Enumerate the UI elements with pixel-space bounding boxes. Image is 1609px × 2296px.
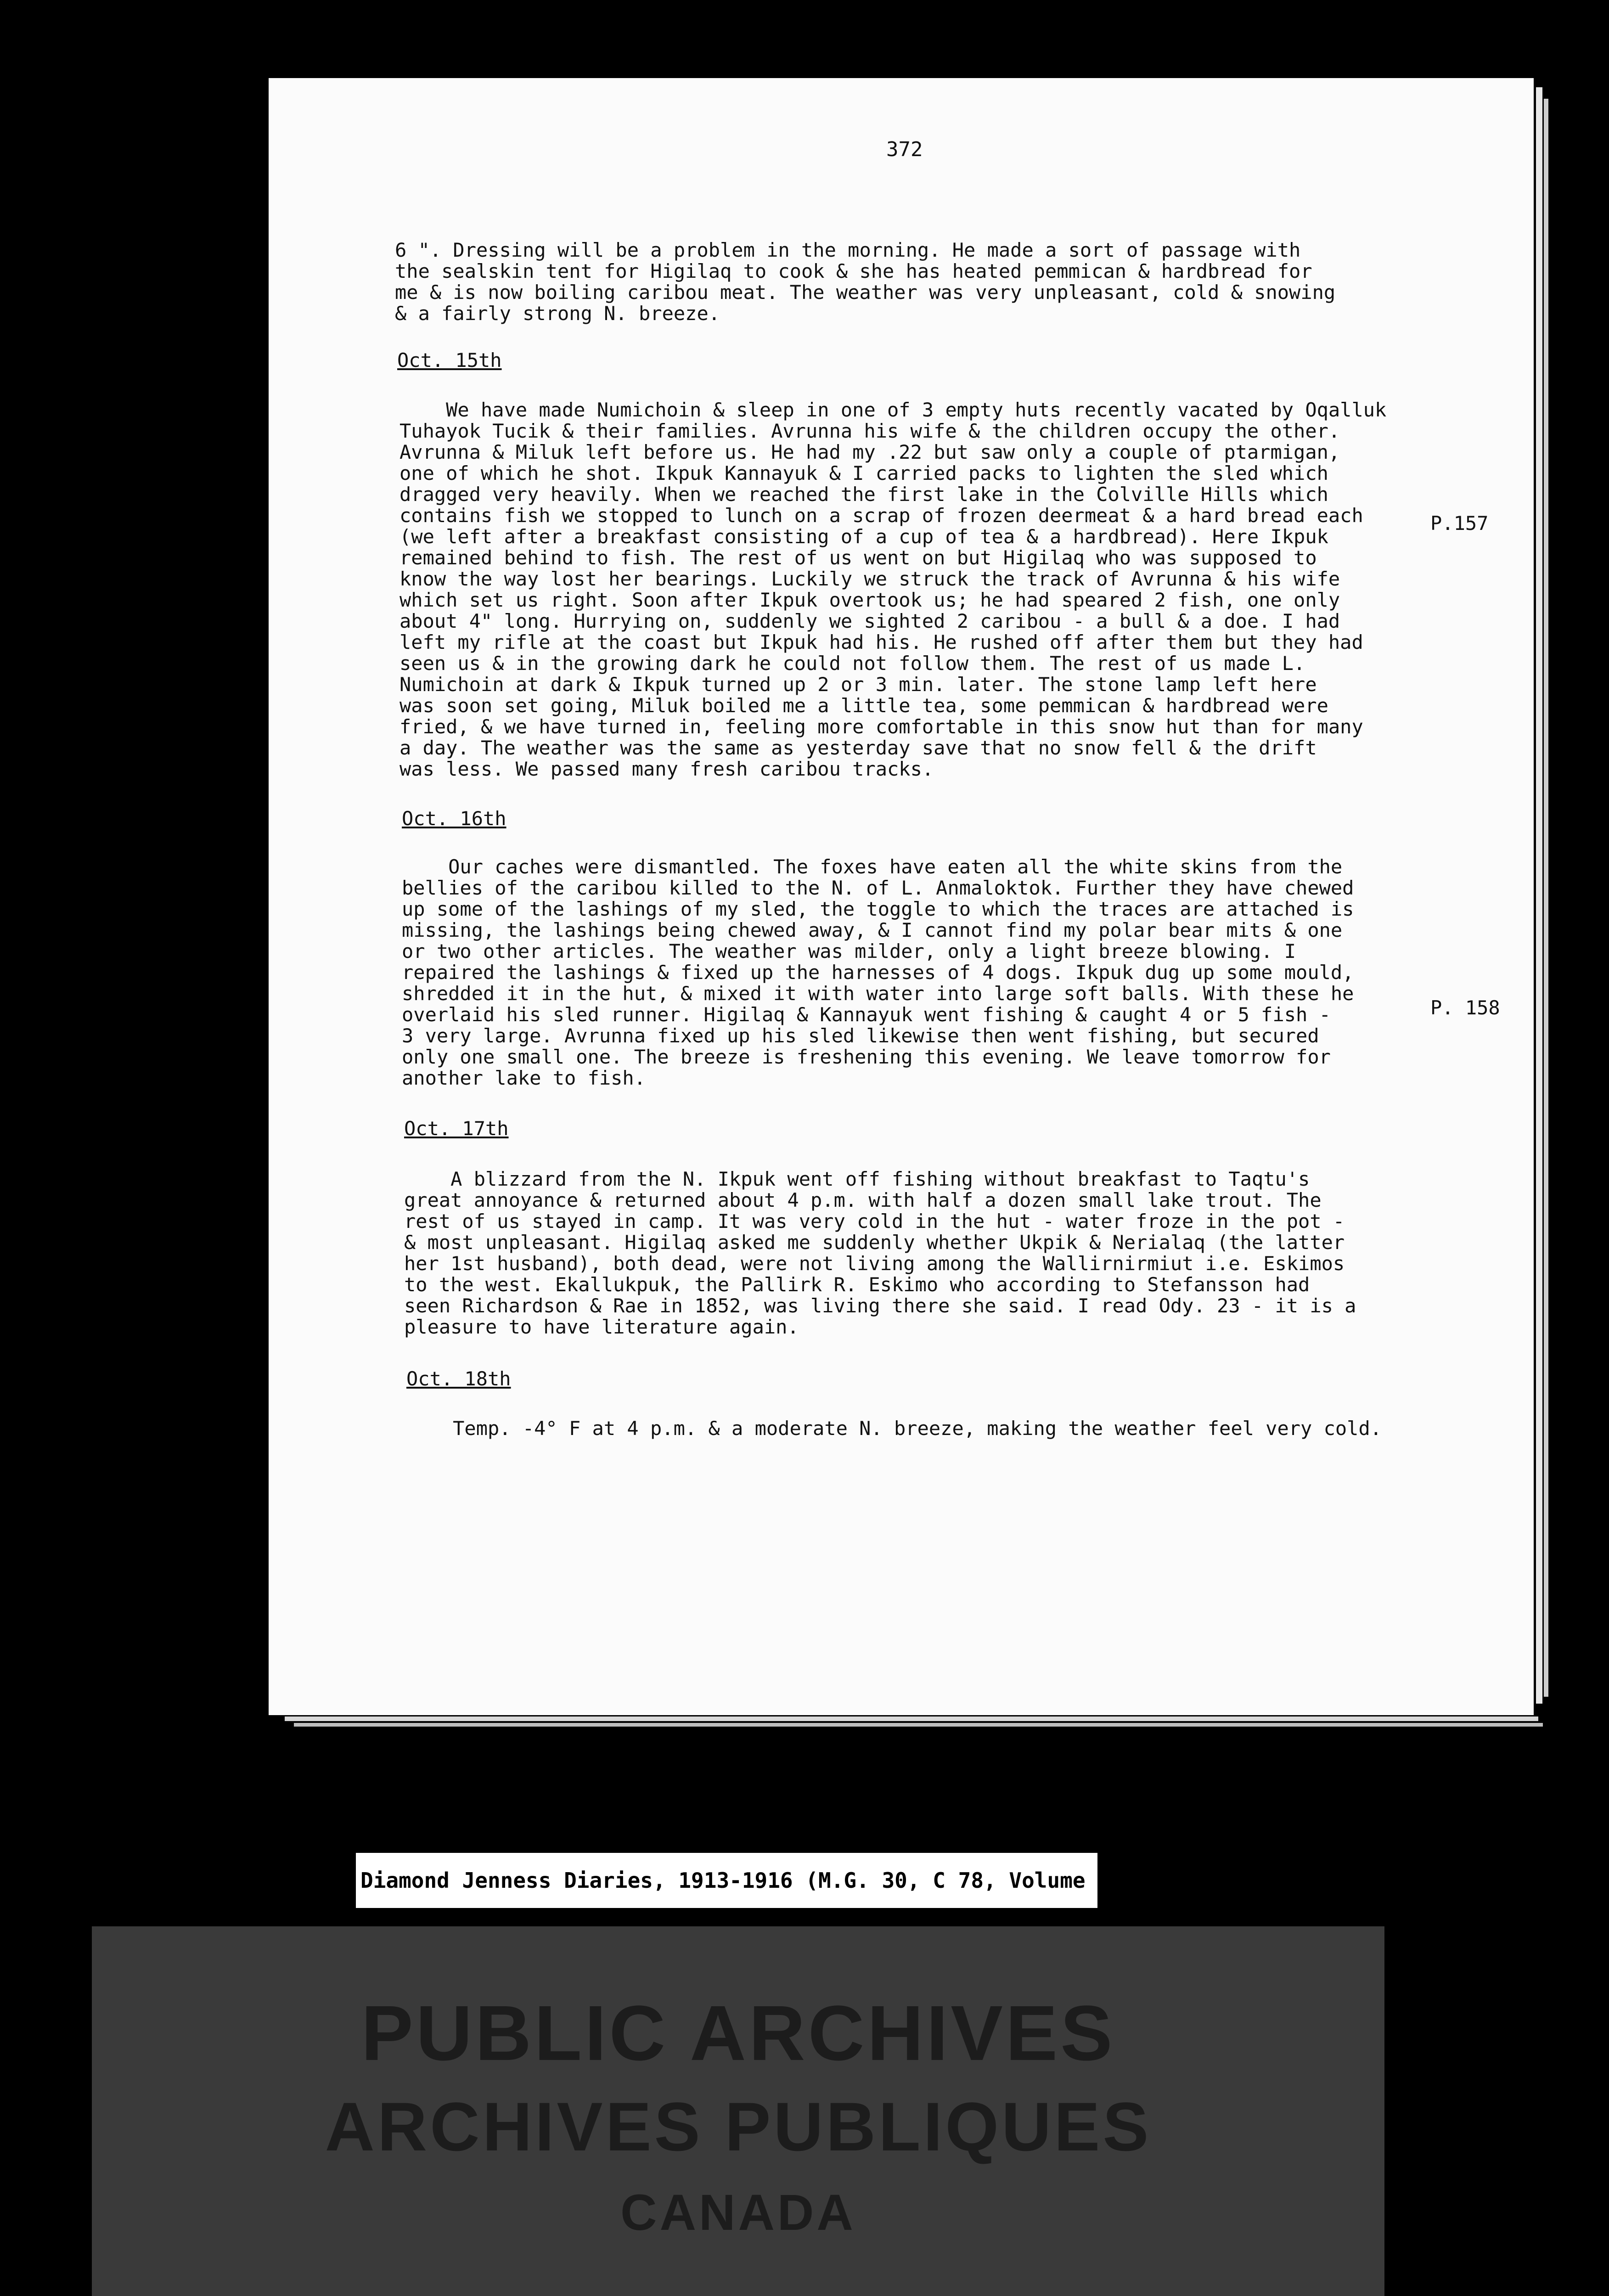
page-number: 372 [886, 138, 923, 161]
text-line: Avrunna & Miluk left before us. He had my .22 but saw only a couple of ptarmigan, [399, 441, 1340, 463]
archive-stamp [92, 1926, 1384, 2296]
text-line: up some of the lashings of my sled, the toggle to which the traces are attached is [402, 898, 1354, 920]
text-line: Temp. -4° F at 4 p.m. & a moderate N. breeze, making the weather feel very cold. [406, 1417, 1382, 1440]
stamp-line-english: PUBLIC ARCHIVES [361, 1990, 1115, 2077]
text-line: seen Richardson & Rae in 1852, was living there she said. I read Ody. 23 - it is a [404, 1294, 1356, 1317]
text-line: pleasure to have literature again. [404, 1316, 799, 1338]
text-line: seen us & in the growing dark he could not follow them. The rest of us made L. [399, 652, 1305, 675]
text-line: & a fairly strong N. breeze. [395, 302, 720, 325]
text-line: & most unpleasant. Higilaq asked me suddenly whether Ukpik & Nerialaq (the latter [404, 1231, 1345, 1254]
text-line: Our caches were dismantled. The foxes have eaten all the white skins from the [402, 855, 1343, 878]
text-line: fried, & we have turned in, feeling more comfortable in this snow hut than for many [399, 715, 1363, 738]
page-edge [1544, 99, 1548, 1697]
text-line: shredded it in the hut, & mixed it with water into large soft balls. With these he [402, 982, 1354, 1005]
text-line: the sealskin tent for Higilaq to cook & she has heated pemmican & hardbread for [395, 260, 1312, 282]
entry-date-heading: Oct. 18th [406, 1367, 511, 1390]
entry-date-heading: Oct. 15th [397, 349, 502, 371]
text-line: bellies of the caribou killed to the N. of L. Anmaloktok. Further they have chewed [402, 877, 1354, 899]
diary-page [269, 78, 1534, 1715]
text-line: repaired the lashings & fixed up the harnesses of 4 dogs. Ikpuk dug up some mould, [402, 961, 1354, 984]
page-edge [294, 1723, 1543, 1727]
text-line: her 1st husband), both dead, were not living among the Wallirnirmiut i.e. Eskimos [404, 1252, 1345, 1275]
text-line: Numichoin at dark & Ikpuk turned up 2 or 3 min. later. The stone lamp left here [399, 673, 1317, 696]
text-line: 6 ". Dressing will be a problem in the morning. He made a sort of passage with [395, 239, 1301, 261]
text-line: which set us right. Soon after Ikpuk overtook us; he had speared 2 fish, one only [399, 589, 1340, 611]
entry-date-heading: Oct. 17th [404, 1117, 509, 1140]
text-line: We have made Numichoin & sleep in one of 3 empty huts recently vacated by Oqalluk [399, 399, 1387, 421]
margin-page-reference: P. 158 [1430, 996, 1500, 1019]
text-line: only one small one. The breeze is freshening this evening. We leave tomorrow for [402, 1046, 1331, 1068]
text-line: A blizzard from the N. Ikpuk went off fishing without breakfast to Taqtu's [404, 1168, 1310, 1190]
text-line: me & is now boiling caribou meat. The weather was very unpleasant, cold & snowing [395, 281, 1336, 304]
page-edge [1536, 87, 1542, 1704]
text-line: one of which he shot. Ikpuk Kannayuk & I carried packs to lighten the sled which [399, 462, 1328, 484]
text-line: overlaid his sled runner. Higilaq & Kannayuk went fishing & caught 4 or 5 fish - [402, 1003, 1331, 1026]
text-line: to the west. Ekallukpuk, the Pallirk R. Eskimo who according to Stefansson had [404, 1273, 1310, 1296]
margin-page-reference: P.157 [1430, 512, 1489, 535]
stamp-line-country: CANADA [620, 2184, 856, 2241]
text-line: (we left after a breakfast consisting of a cup of tea & a hardbread). Here Ikpuk [399, 525, 1328, 548]
text-line: left my rifle at the coast but Ikpuk had his. He rushed off after them but they had [399, 631, 1363, 653]
page-edge [285, 1716, 1538, 1721]
stamp-line-french: ARCHIVES PUBLIQUES [325, 2088, 1152, 2165]
text-line: a day. The weather was the same as yesterday save that no snow fell & the drift [399, 737, 1317, 759]
text-line: missing, the lashings being chewed away, & I cannot find my polar bear mits & one [402, 919, 1343, 941]
text-line: was soon set going, Miluk boiled me a little tea, some pemmican & hardbread were [399, 694, 1328, 717]
text-line: know the way lost her bearings. Luckily we struck the track of Avrunna & his wife [399, 568, 1340, 590]
text-line: remained behind to fish. The rest of us went on but Higilaq who was supposed to [399, 546, 1317, 569]
text-line: 3 very large. Avrunna fixed up his sled likewise then went fishing, but secured [402, 1024, 1319, 1047]
archive-reference-label: Diamond Jenness Diaries, 1913-1916 (M.G. 30, C 78, Volume 2) [356, 1853, 1097, 1908]
text-line: or two other articles. The weather was milder, only a light breeze blowing. I [402, 940, 1296, 962]
text-line: another lake to fish. [402, 1067, 646, 1089]
text-line: great annoyance & returned about 4 p.m. with half a dozen small lake trout. The [404, 1189, 1322, 1211]
text-line: dragged very heavily. When we reached the first lake in the Colville Hills which [399, 483, 1328, 506]
text-line: contains fish we stopped to lunch on a scrap of frozen deermeat & a hard bread each [399, 504, 1363, 527]
text-line: rest of us stayed in camp. It was very cold in the hut - water froze in the pot - [404, 1210, 1345, 1232]
text-line: was less. We passed many fresh caribou tracks. [399, 758, 934, 780]
entry-date-heading: Oct. 16th [402, 807, 506, 830]
text-line: about 4" long. Hurrying on, suddenly we sighted 2 caribou - a bull & a doe. I had [399, 610, 1340, 632]
text-line: Tuhayok Tucik & their families. Avrunna his wife & the children occupy the other. [399, 420, 1340, 442]
